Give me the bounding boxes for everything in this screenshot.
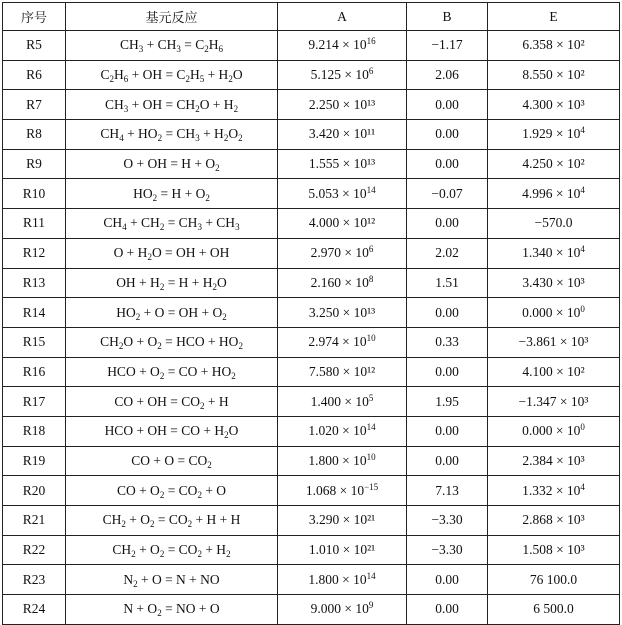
param-a-cell: 3.420 × 10¹¹: [278, 120, 407, 150]
table-row: [3, 387, 620, 417]
param-a-cell: $9.000 \times 10^9$: [278, 595, 407, 625]
reaction-cell: $CH_3$ + OH = $CH_2O + H_2$: [66, 90, 278, 120]
table-body: [3, 31, 620, 625]
param-b-cell: 0.00: [407, 120, 488, 150]
param-a-cell: 1.555 × 10¹³: [278, 149, 407, 179]
param-e-cell: 6 500.0: [488, 595, 620, 625]
reaction-cell: $N + O_2$ = NO + O: [66, 595, 278, 625]
reaction-cell: HCO + OH = CO + $H_2O$: [66, 416, 278, 446]
param-b-cell: 0.00: [407, 416, 488, 446]
row-id-cell: R10: [3, 179, 66, 209]
param-b-cell: 0.00: [407, 209, 488, 239]
param-a-cell: 7.580 × 10¹²: [278, 357, 407, 387]
param-e-cell: 3.430 × 10³: [488, 268, 620, 298]
param-a-cell: $5.053 \times 10^{14}$: [278, 179, 407, 209]
param-b-cell: 2.02: [407, 238, 488, 268]
reaction-cell: $CH_2 + O_2 = CO_2 + H_2$: [66, 535, 278, 565]
reaction-cell: OH + $H_2 = H + H_2O$: [66, 268, 278, 298]
param-e-cell: 76 100.0: [488, 565, 620, 595]
param-a-cell: $2.970 \times 10^6$: [278, 238, 407, 268]
row-id-cell: R19: [3, 446, 66, 476]
param-b-cell: 1.51: [407, 268, 488, 298]
param-e-cell: 4.100 × 10²: [488, 357, 620, 387]
reaction-parameter-table: [2, 2, 620, 625]
table-row: [3, 565, 620, 595]
table-row: [3, 446, 620, 476]
param-b-cell: 2.06: [407, 60, 488, 90]
param-e-cell: 6.358 × 10²: [488, 31, 620, 61]
param-b-cell: 0.00: [407, 149, 488, 179]
row-id-cell: R5: [3, 31, 66, 61]
param-b-cell: −1.17: [407, 31, 488, 61]
param-b-cell: 1.95: [407, 387, 488, 417]
row-id-cell: R9: [3, 149, 66, 179]
param-a-cell: $9.214 \times 10^{16}$: [278, 31, 407, 61]
table-row: [3, 179, 620, 209]
param-a-cell: 2.250 × 10¹³: [278, 90, 407, 120]
param-e-cell: 1.508 × 10³: [488, 535, 620, 565]
param-e-cell: $0.000 \times 10^0$: [488, 298, 620, 328]
param-b-cell: 0.00: [407, 90, 488, 120]
param-e-cell: 4.300 × 10³: [488, 90, 620, 120]
param-a-cell: $2.160 \times 10^8$: [278, 268, 407, 298]
reaction-cell: $HO_2 = H + O_2$: [66, 179, 278, 209]
param-b-cell: 0.33: [407, 327, 488, 357]
table-header-row: [3, 3, 620, 31]
param-a-cell: 3.250 × 10¹³: [278, 298, 407, 328]
param-a-cell: $1.800 \times 10^{10}$: [278, 446, 407, 476]
param-e-cell: −3.861 × 10³: [488, 327, 620, 357]
reaction-cell: CO + $O = CO_2$: [66, 446, 278, 476]
param-b-cell: 0.00: [407, 446, 488, 476]
table-row: [3, 268, 620, 298]
param-e-cell: 4.250 × 10²: [488, 149, 620, 179]
param-e-cell: −570.0: [488, 209, 620, 239]
param-e-cell: 2.384 × 10³: [488, 446, 620, 476]
row-id-cell: R20: [3, 476, 66, 506]
reaction-cell: $CH_4 + HO_2 = CH_3 + H_2O_2$: [66, 120, 278, 150]
row-id-cell: R6: [3, 60, 66, 90]
row-id-cell: R22: [3, 535, 66, 565]
param-e-cell: 2.868 × 10³: [488, 506, 620, 536]
table-row: [3, 476, 620, 506]
param-a-cell: 1.010 × 10²¹: [278, 535, 407, 565]
param-e-cell: 8.550 × 10²: [488, 60, 620, 90]
param-a-cell: $1.800 \times 10^{14}$: [278, 565, 407, 595]
param-a-cell: $5.125 \times 10^6$: [278, 60, 407, 90]
row-id-cell: R23: [3, 565, 66, 595]
table-row: [3, 327, 620, 357]
param-a-cell: $1.068 \times 10^{-15}$: [278, 476, 407, 506]
reaction-cell: $HO_2 + O$ = OH + $O_2$: [66, 298, 278, 328]
param-b-cell: 0.00: [407, 357, 488, 387]
column-header-e: E: [488, 3, 620, 31]
row-id-cell: R15: [3, 327, 66, 357]
row-id-cell: R21: [3, 506, 66, 536]
param-e-cell: $1.929 \times 10^4$: [488, 120, 620, 150]
param-e-cell: $0.000 \times 10^0$: [488, 416, 620, 446]
param-a-cell: $1.400 \times 10^5$: [278, 387, 407, 417]
table-row: [3, 506, 620, 536]
column-header-reaction: 基元反应: [66, 3, 278, 31]
column-header-id: 序号: [3, 3, 66, 31]
reaction-cell: $C_2H_6$ + OH = $C_2H_5 + H_2O$: [66, 60, 278, 90]
reaction-cell: HCO + $O_2$ = CO + $HO_2$: [66, 357, 278, 387]
reaction-cell: $CH_2O + O_2$ = HCO + $HO_2$: [66, 327, 278, 357]
param-e-cell: $1.332 \times 10^4$: [488, 476, 620, 506]
row-id-cell: R16: [3, 357, 66, 387]
param-a-cell: 3.290 × 10²¹: [278, 506, 407, 536]
table-row: [3, 595, 620, 625]
row-id-cell: R12: [3, 238, 66, 268]
param-b-cell: 0.00: [407, 298, 488, 328]
param-a-cell: $1.020 \times 10^{14}$: [278, 416, 407, 446]
param-b-cell: 0.00: [407, 565, 488, 595]
row-id-cell: R7: [3, 90, 66, 120]
row-id-cell: R24: [3, 595, 66, 625]
reaction-cell: $CH_2 + O_2 = CO_2 + H + H$: [66, 506, 278, 536]
table-row: [3, 535, 620, 565]
table-row: [3, 90, 620, 120]
column-header-b: B: [407, 3, 488, 31]
param-b-cell: −0.07: [407, 179, 488, 209]
column-header-a: A: [278, 3, 407, 31]
row-id-cell: R13: [3, 268, 66, 298]
param-e-cell: −1.347 × 10³: [488, 387, 620, 417]
reaction-cell: O + OH = $H + O_2$: [66, 149, 278, 179]
table-row: [3, 298, 620, 328]
reaction-cell: $CH_3 + CH_3 = C_2H_6$: [66, 31, 278, 61]
row-id-cell: R11: [3, 209, 66, 239]
table-row: [3, 60, 620, 90]
param-b-cell: 7.13: [407, 476, 488, 506]
table-row: [3, 357, 620, 387]
param-e-cell: $1.340 \times 10^4$: [488, 238, 620, 268]
reaction-cell: CO + OH = $CO_2 + H$: [66, 387, 278, 417]
reaction-cell: CO + $O_2 = CO_2 + O$: [66, 476, 278, 506]
reaction-cell: $CH_4 + CH_2 = CH_3 + CH_3$: [66, 209, 278, 239]
row-id-cell: R8: [3, 120, 66, 150]
param-b-cell: −3.30: [407, 535, 488, 565]
table-row: [3, 120, 620, 150]
table-row: [3, 416, 620, 446]
param-a-cell: $2.974 \times 10^{10}$: [278, 327, 407, 357]
param-b-cell: −3.30: [407, 506, 488, 536]
table-row: [3, 149, 620, 179]
row-id-cell: R14: [3, 298, 66, 328]
param-a-cell: 4.000 × 10¹²: [278, 209, 407, 239]
row-id-cell: R18: [3, 416, 66, 446]
param-b-cell: 0.00: [407, 595, 488, 625]
reaction-cell: $O + H_2O$ = OH + OH: [66, 238, 278, 268]
reaction-cell: $N_2 + O = N$ + NO: [66, 565, 278, 595]
table-row: [3, 238, 620, 268]
table-row: [3, 31, 620, 61]
table-row: [3, 209, 620, 239]
row-id-cell: R17: [3, 387, 66, 417]
param-e-cell: $4.996 \times 10^4$: [488, 179, 620, 209]
